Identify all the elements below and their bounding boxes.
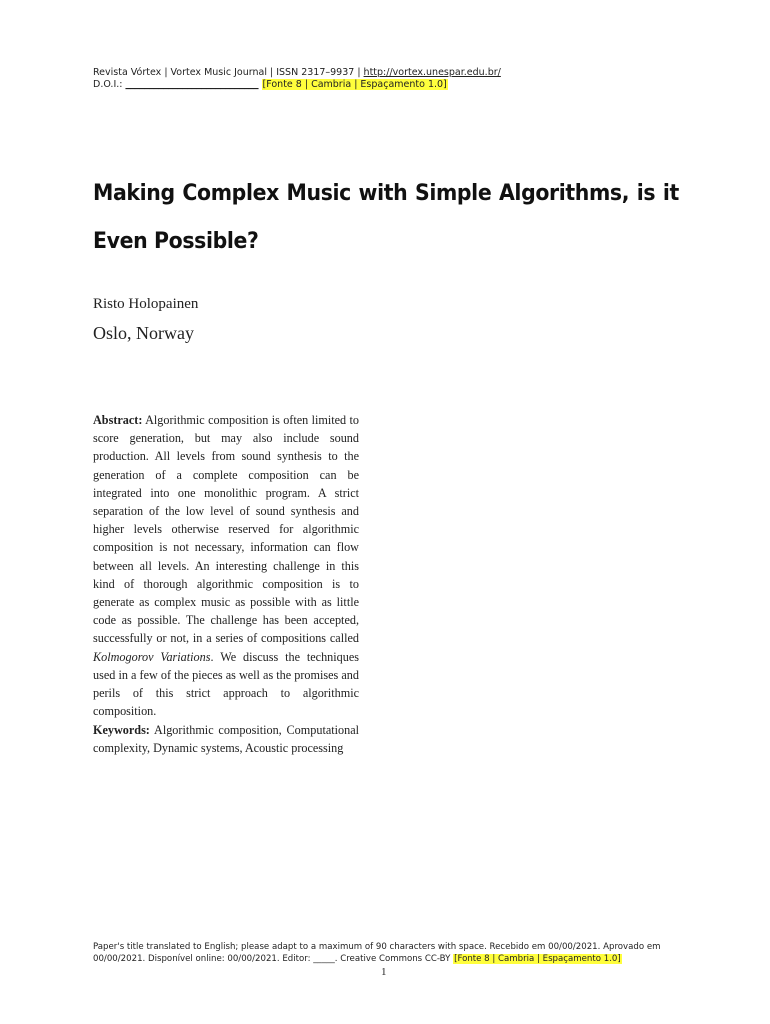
abstract-label: Abstract: — [93, 413, 143, 427]
doi-format-note: [Fonte 8 | Cambria | Espaçamento 1.0] — [262, 79, 447, 90]
footnote-text: Paper's title translated to English; please adapt to a maximum of 90 characters with space. Recebido em 00/00/2021. Aprovado em 00/00/2021. Disponível online: 00/00/2021. Editor: _____. Creative Commons CC-BY — [93, 942, 661, 964]
journal-name: Revista Vórtex | Vortex Music Journal | ISSN 2317–9937 | — [93, 67, 364, 78]
journal-url-link[interactable]: http://vortex.unespar.edu.br/ — [363, 67, 501, 78]
keywords-label: Keywords: — [93, 723, 150, 737]
abstract-text-1: Algorithmic composition is often limited to score generation, but may also include sound production. All levels from sound synthesis to the generation of a complete composition can be integrated into one monolithic program. A strict separation of the low level of sound synthesis and higher levels otherwise reserved for algorithmic composition is not necessary, information can flow between all levels. An interesting challenge in this kind of thorough algorithmic composition is to generate as complex music as possible with as little code as possible. The challenge has been accepted, successfully or not, in a series of compositions called — [93, 413, 359, 646]
doi-blank: ____________________________ — [125, 79, 259, 90]
keywords — [93, 721, 359, 757]
footnote-format-note: [Fonte 8 | Cambria | Espaçamento 1.0] — [454, 954, 621, 964]
doi-label: D.O.I.: — [93, 79, 126, 90]
abstract — [93, 411, 359, 720]
author-name: Risto Holopainen — [93, 296, 199, 312]
doi-line — [93, 79, 501, 91]
journal-line — [93, 67, 501, 79]
abstract-italic-title: Kolmogorov Variations — [93, 649, 211, 664]
abstract-text-2: . We discuss the techniques used in a few of the pieces as well as the promises and perils of this strict approach to algorithmic composition. — [93, 649, 359, 719]
page-number: 1 — [381, 966, 387, 978]
keywords-text: Algorithmic composition, Computational complexity, Dynamic systems, Acoustic processing — [93, 723, 359, 756]
paper-title: Making Complex Music with Simple Algorithms, is it Even Possible? — [93, 181, 679, 254]
author-affiliation: Oslo, Norway — [93, 323, 194, 343]
footnote — [93, 941, 683, 965]
journal-header — [93, 67, 501, 91]
